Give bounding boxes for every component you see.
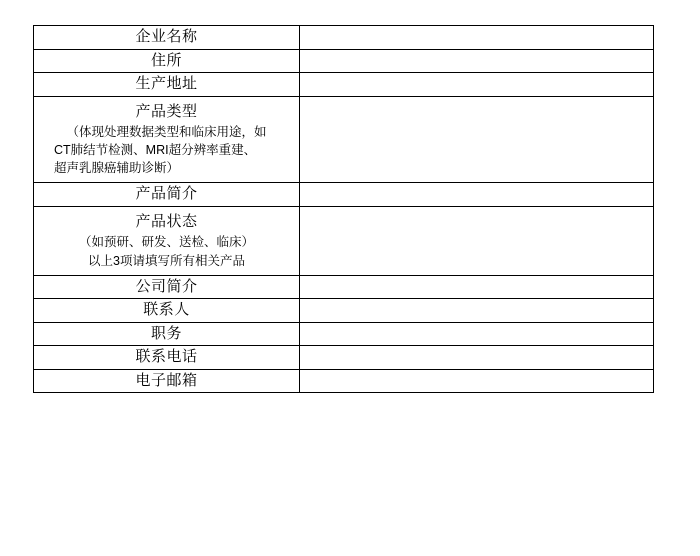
row-value-cell[interactable] xyxy=(300,206,654,275)
row-label-cell xyxy=(34,322,300,346)
table-row xyxy=(34,49,654,73)
enterprise-info-form-table xyxy=(33,25,654,393)
row-label-note: （如预研、研发、送检、临床） xyxy=(78,235,254,250)
row-label-cell xyxy=(34,275,300,299)
row-label-cell xyxy=(34,96,300,183)
row-label-note: CT肺结节检测、MRI超分辨率重建、 xyxy=(54,143,257,158)
table-row xyxy=(34,275,654,299)
table-row xyxy=(34,346,654,370)
row-label-note: 以上3项请填写所有相关产品 xyxy=(88,253,245,268)
row-label-cell xyxy=(34,49,300,73)
row-label-cell xyxy=(34,346,300,370)
row-label: 公司简介 xyxy=(135,277,198,295)
table-row xyxy=(34,183,654,207)
row-label: 联系人 xyxy=(143,301,190,319)
row-label-note: （体现处理数据类型和临床用途，如 xyxy=(66,125,267,139)
table-row xyxy=(34,322,654,346)
row-value-cell[interactable] xyxy=(300,369,654,393)
row-value-cell[interactable] xyxy=(300,73,654,97)
row-label: 职务 xyxy=(150,324,182,342)
row-label: 电子邮箱 xyxy=(135,371,198,389)
row-value-cell[interactable] xyxy=(300,26,654,50)
table-row xyxy=(34,26,654,50)
row-label: 企业名称 xyxy=(135,28,198,45)
row-value-cell[interactable] xyxy=(300,49,654,73)
row-label-cell xyxy=(34,369,300,393)
table-row xyxy=(34,206,654,275)
row-label-cell xyxy=(34,73,300,97)
table-row xyxy=(34,369,654,393)
table-body xyxy=(34,26,654,393)
row-label: 联系电话 xyxy=(135,348,198,366)
row-value-cell[interactable] xyxy=(300,96,654,183)
row-label: 产品类型 xyxy=(135,102,198,120)
row-label: 住所 xyxy=(150,51,182,69)
row-label-cell xyxy=(34,26,300,50)
row-value-cell[interactable] xyxy=(300,322,654,346)
row-value-cell[interactable] xyxy=(300,346,654,370)
table-row xyxy=(34,299,654,323)
row-label: 产品简介 xyxy=(135,185,198,203)
row-label: 产品状态 xyxy=(135,212,198,230)
row-label-note: 超声乳腺癌辅助诊断） xyxy=(54,161,180,176)
row-label-cell xyxy=(34,206,300,275)
row-label: 生产地址 xyxy=(135,75,198,92)
row-value-cell[interactable] xyxy=(300,275,654,299)
row-value-cell[interactable] xyxy=(300,299,654,323)
row-label-cell xyxy=(34,299,300,323)
table-row xyxy=(34,96,654,183)
row-value-cell[interactable] xyxy=(300,183,654,207)
row-label-cell xyxy=(34,183,300,207)
table-row xyxy=(34,73,654,97)
